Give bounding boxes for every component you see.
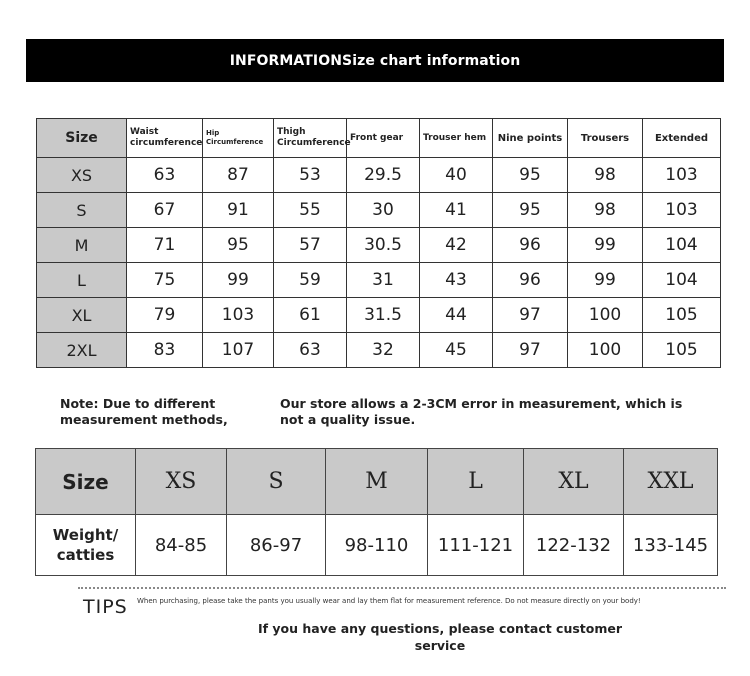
measurement-cell: 105 [643,298,721,333]
size-chart-row [37,228,721,263]
measurement-note: Note: Due to different measurement methods, [60,396,228,427]
measurement-cell: 53 [274,158,347,193]
measurement-cell: 44 [420,298,493,333]
banner [26,39,724,82]
measurement-cell: 63 [127,158,203,193]
weight-size-cell: M [326,449,428,515]
measurement-cell: 67 [127,193,203,228]
measurement-cell: 98 [568,193,643,228]
measurement-cell: 71 [127,228,203,263]
header-waist: Waist circumference [127,119,203,158]
header-front-gear: Front gear [347,119,420,158]
header-hip: Hip Circumference [203,119,274,158]
measurement-cell: 95 [493,158,568,193]
measurement-cell: 96 [493,228,568,263]
header-size: Size [37,119,127,158]
measurement-cell: 105 [643,333,721,368]
measurement-cell: 31.5 [347,298,420,333]
measurement-cell: 96 [493,263,568,298]
weight-value-row [36,515,718,576]
measurement-cell: 30.5 [347,228,420,263]
measurement-cell: 55 [274,193,347,228]
weight-size-cell: XS [136,449,227,515]
measurement-cell: 40 [420,158,493,193]
measurement-cell: 45 [420,333,493,368]
error-note: Our store allows a 2-3CM error in measurement, which is not a quality issue. [280,396,683,427]
weight-size-row [36,449,718,515]
measurement-cell: 100 [568,333,643,368]
weight-value-cell: 111-121 [428,515,524,576]
size-label-cell: XL [37,298,127,333]
header-trousers: Trousers [568,119,643,158]
weight-size-cell: S [227,449,326,515]
measurement-cell: 97 [493,333,568,368]
measurement-cell: 41 [420,193,493,228]
measurement-cell: 57 [274,228,347,263]
weight-size-label: Size [36,449,136,515]
measurement-cell: 42 [420,228,493,263]
weight-label: Weight/ catties [36,515,136,576]
measurement-cell: 91 [203,193,274,228]
contact-note: If you have any questions, please contact customer service [257,621,623,653]
measurement-cell: 104 [643,263,721,298]
measurement-cell: 87 [203,158,274,193]
measurement-cell: 79 [127,298,203,333]
measurement-cell: 30 [347,193,420,228]
tips-text: When purchasing, please take the pants you usually wear and lay them flat for measurement reference. Do not measure directly on your body! [137,597,641,605]
measurement-cell: 59 [274,263,347,298]
header-nine-points: Nine points [493,119,568,158]
measurement-cell: 99 [203,263,274,298]
size-chart-row [37,158,721,193]
measurement-cell: 100 [568,298,643,333]
size-label-cell: S [37,193,127,228]
size-label-cell: 2XL [37,333,127,368]
header-thigh: Thigh Circumference [274,119,347,158]
measurement-cell: 99 [568,263,643,298]
size-label-cell: M [37,228,127,263]
measurement-cell: 63 [274,333,347,368]
measurement-cell: 107 [203,333,274,368]
measurement-cell: 31 [347,263,420,298]
size-chart-row [37,298,721,333]
weight-value-cell: 98-110 [326,515,428,576]
weight-size-cell: XXL [624,449,718,515]
measurement-cell: 83 [127,333,203,368]
header-extended: Extended [643,119,721,158]
measurement-cell: 32 [347,333,420,368]
measurement-cell: 95 [203,228,274,263]
size-chart-row [37,193,721,228]
weight-size-cell: L [428,449,524,515]
header-trouser-hem: Trouser hem [420,119,493,158]
banner-title: INFORMATIONSize chart information [229,52,521,69]
size-chart-table [36,118,721,368]
measurement-cell: 99 [568,228,643,263]
measurement-cell: 104 [643,228,721,263]
measurement-cell: 95 [493,193,568,228]
dotted-divider [78,587,726,589]
measurement-cell: 98 [568,158,643,193]
tips-label: TIPS [83,596,128,618]
weight-value-cell: 86-97 [227,515,326,576]
size-chart-header-row [37,119,721,158]
measurement-cell: 103 [643,193,721,228]
size-chart-row [37,333,721,368]
measurement-cell: 103 [203,298,274,333]
weight-size-cell: XL [524,449,624,515]
measurement-cell: 103 [643,158,721,193]
weight-value-cell: 84-85 [136,515,227,576]
size-chart-row [37,263,721,298]
weight-value-cell: 122-132 [524,515,624,576]
measurement-cell: 97 [493,298,568,333]
weight-value-cell: 133-145 [624,515,718,576]
measurement-cell: 75 [127,263,203,298]
size-label-cell: XS [37,158,127,193]
size-label-cell: L [37,263,127,298]
weight-chart-table [35,448,718,576]
measurement-cell: 43 [420,263,493,298]
measurement-cell: 61 [274,298,347,333]
measurement-cell: 29.5 [347,158,420,193]
